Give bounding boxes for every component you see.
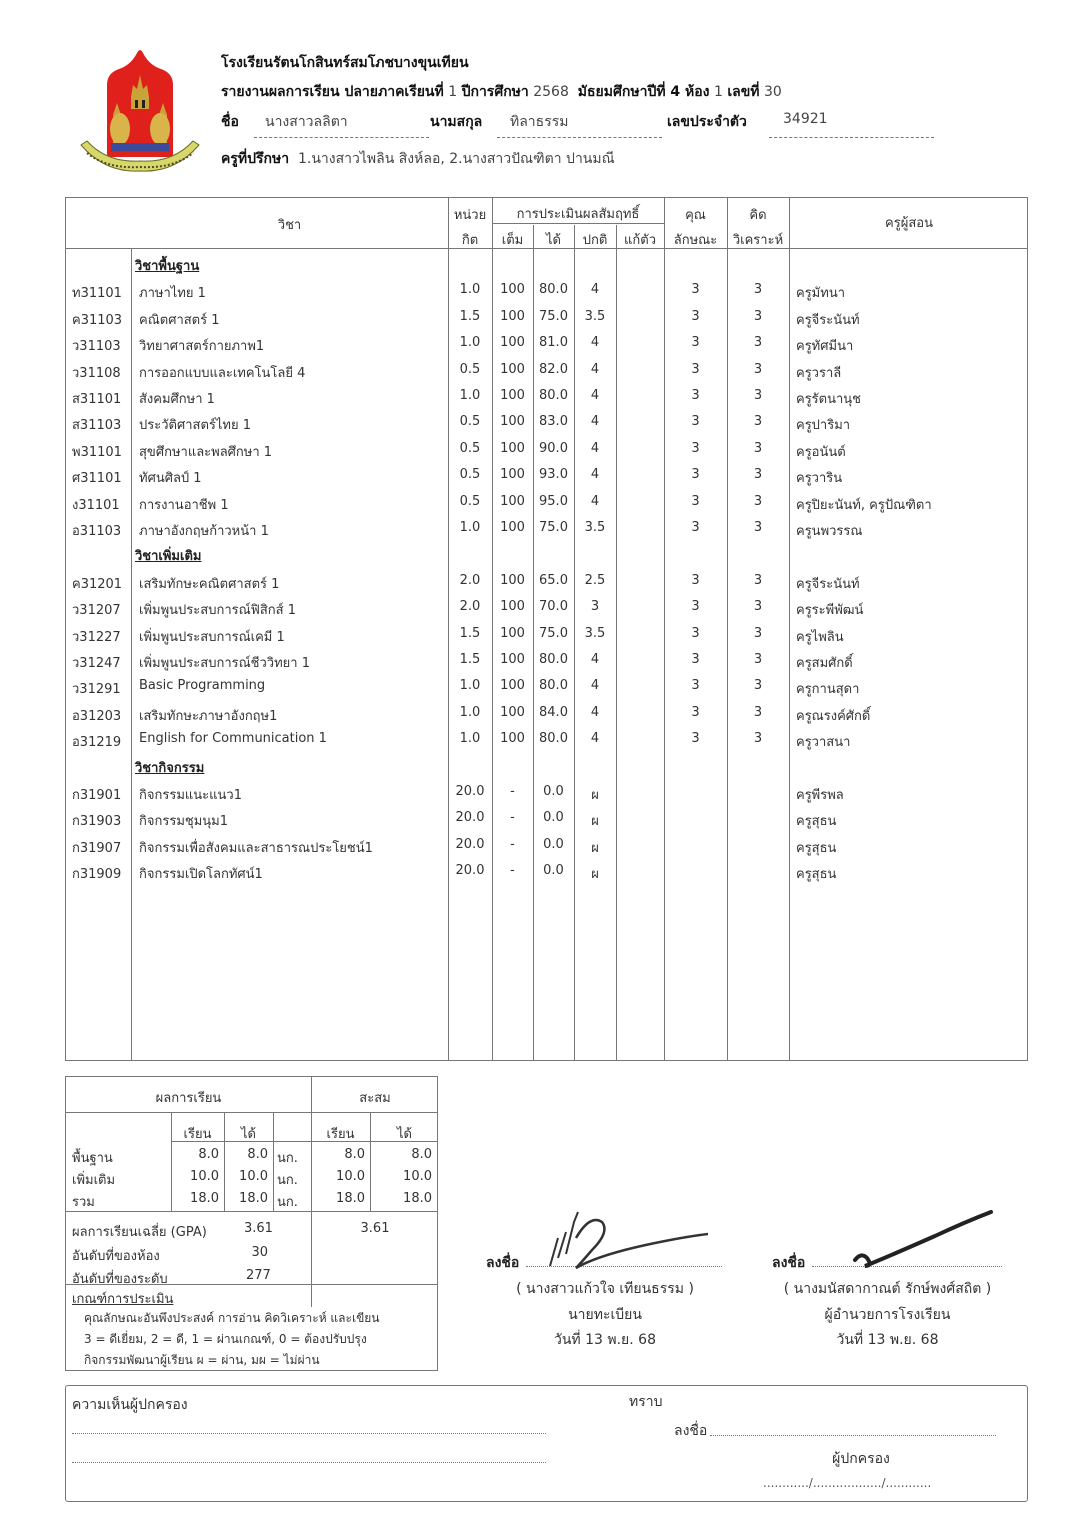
header-subject: วิชา: [277, 218, 302, 233]
subject-name: สังคมศึกษา 1: [139, 392, 215, 407]
cell-full: 100: [500, 678, 525, 694]
cell-credit: 1.0: [459, 335, 481, 351]
student-number: 30: [763, 84, 782, 100]
cell-grade: 4: [590, 361, 600, 377]
subject-name: ภาษาไทย 1: [139, 286, 206, 302]
cell-grade: 4: [590, 335, 600, 351]
cell-grade: ผ: [591, 788, 599, 803]
summary-divider: [273, 1112, 274, 1211]
summary-unit: นก.: [277, 1173, 298, 1188]
header-credit-top: หน่วย: [453, 208, 487, 223]
cell-got: 70.0: [539, 599, 568, 615]
header-got: ได้: [546, 233, 561, 248]
id-underline: [769, 137, 934, 138]
subject-name: เสริมทักษะคณิตศาสตร์ 1: [139, 576, 280, 592]
teacher-name: ครูสมศักดิ์: [796, 656, 853, 671]
cell-think: 3: [753, 440, 763, 456]
subject-code: ศ31101: [72, 471, 122, 487]
header-full: เต็ม: [501, 233, 524, 248]
subject-name: กิจกรรมเพื่อสังคมและสาธารณประโยชน์1: [139, 840, 373, 856]
subject-name: ภาษาอังกฤษก้าวหน้า 1: [139, 524, 269, 539]
cell-got: 93.0: [539, 467, 568, 483]
subject-code: ว31108: [72, 365, 121, 381]
subject-name: English for Communication 1: [139, 731, 327, 747]
cell-grade: 4: [590, 440, 600, 456]
cell-full: 100: [500, 282, 525, 298]
cell-char: 3: [691, 599, 700, 615]
cell-got: 75.0: [539, 520, 568, 535]
criteria-line: กิจกรรมพัฒนาผู้เรียน ผ = ผ่าน, มผ = ไม่ผ่าน: [84, 1353, 320, 1367]
registrar-position: นายทะเบียน: [568, 1307, 642, 1323]
teacher-name: ครูวาสนา: [796, 735, 851, 751]
cell-char: 3: [691, 282, 700, 298]
cell-credit: 1.0: [459, 282, 481, 298]
teacher-name: ครูอนันต์: [796, 444, 846, 460]
summary-earned: 8.0: [247, 1147, 268, 1162]
cell-grade: 3.5: [584, 308, 606, 324]
summary-row-label: รวม: [72, 1195, 95, 1210]
teacher-name: ครูระพีพัฒน์: [796, 603, 864, 619]
summary-enrolled: 8.0: [198, 1147, 219, 1162]
subject-code: ว31227: [72, 629, 121, 645]
cell-credit: 2.0: [459, 572, 481, 588]
cell-full: 100: [500, 599, 525, 615]
subject-name: กิจกรรมชุมนุม1: [139, 814, 229, 830]
parent-sign-line[interactable]: [710, 1435, 996, 1436]
cell-full: 100: [500, 704, 525, 720]
report-title-line: [221, 81, 782, 103]
summary-box: [65, 1076, 438, 1371]
cell-got: 80.0: [539, 731, 568, 747]
cell-grade: 4: [590, 731, 600, 747]
summary-earned: 10.0: [239, 1169, 268, 1184]
subject-code: พ31101: [72, 444, 122, 460]
year-label: ปีการศึกษา: [461, 84, 529, 100]
surname-underline: [497, 137, 662, 138]
cell-think: 3: [753, 625, 763, 641]
teacher-name: ครูจีระนันท์: [796, 312, 860, 328]
criteria-line: 3 = ดีเยี่ยม, 2 = ดี, 1 = ผ่านเกณฑ์, 0 = ต้องปรับปรุง: [84, 1332, 367, 1346]
cell-full: 100: [500, 625, 525, 641]
cell-think: 3: [753, 467, 763, 483]
cell-full: 100: [500, 572, 525, 588]
results-label: ผลการเรียน: [155, 1091, 222, 1106]
school-name: โรงเรียนรัตนโกสินทร์สมโภชบางขุนเทียน: [221, 55, 469, 71]
subject-code: ก31907: [72, 840, 122, 856]
summary-cum-enrolled: 18.0: [336, 1191, 365, 1206]
cell-think: 3: [753, 335, 763, 351]
subject-code: ท31101: [72, 286, 122, 302]
surname-label: นามสกุล: [430, 114, 483, 130]
teacher-name: ครูกานสุดา: [796, 682, 860, 698]
teacher-name: ครูสุธน: [796, 840, 837, 856]
cell-grade: 4: [590, 388, 600, 403]
header-normal: ปกติ: [582, 233, 608, 248]
col-divider: [574, 225, 575, 1060]
summary-earned: 18.0: [239, 1191, 268, 1206]
cell-credit: 1.0: [459, 704, 481, 720]
cell-credit: 20.0: [455, 836, 485, 852]
name-underline: [254, 137, 429, 138]
director-name: ( นางมนัสดากาณต์ รักษ์พงศ์สถิต ): [783, 1281, 992, 1297]
cell-credit: 0.5: [459, 361, 481, 377]
subject-name: Basic Programming: [139, 678, 266, 694]
subject-name: วิทยาศาสตร์กายภาพ1: [139, 339, 265, 355]
cell-got: 75.0: [539, 308, 568, 324]
cell-char: 3: [691, 652, 700, 667]
summary-cum-earned: 10.0: [403, 1169, 432, 1184]
col-divider: [533, 225, 534, 1060]
director-position: ผู้อำนวยการโรงเรียน: [824, 1307, 951, 1323]
summary-line: [66, 1112, 437, 1113]
class-rank-label: อันดับที่ของห้อง: [72, 1249, 160, 1264]
subject-name: การออกแบบและเทคโนโลยี 4: [139, 365, 306, 381]
cell-got: 83.0: [539, 414, 568, 430]
header-assessment: การประเมินผลสัมฤทธิ์: [516, 207, 640, 222]
teacher-name: ครูสุธน: [796, 867, 837, 883]
student-name: นางสาวลลิตา: [265, 114, 348, 130]
cell-credit: 1.0: [459, 388, 481, 403]
cell-char: 3: [691, 308, 700, 324]
summary-cum-earned: 18.0: [403, 1191, 432, 1206]
cell-grade: 3: [590, 599, 600, 615]
cell-got: 0.0: [543, 784, 564, 799]
teacher-name: ครูทัศมีนา: [796, 339, 854, 355]
parent-comment-box: [65, 1385, 1028, 1502]
report-title: รายงานผลการเรียน ปลายภาคเรียนที่: [221, 84, 444, 100]
advisor-label: ครูที่ปรึกษา: [221, 151, 290, 167]
cell-char: 3: [691, 493, 700, 509]
cell-grade: 4: [590, 493, 600, 509]
teacher-name: ครูปิยะนันท์, ครูปัณฑิตา: [796, 497, 932, 513]
subject-name: กิจกรรมเปิดโลกทัศน์1: [139, 867, 263, 883]
cell-grade: ผ: [591, 867, 599, 883]
comment-line[interactable]: [72, 1462, 546, 1463]
subject-code: ว31247: [72, 656, 121, 671]
cell-full: -: [510, 810, 515, 826]
subject-name: เพิ่มพูนประสบการณ์เคมี 1: [139, 629, 285, 645]
cell-credit: 1.5: [459, 652, 481, 667]
cell-credit: 20.0: [455, 810, 485, 826]
cumulative-label: สะสม: [359, 1091, 391, 1106]
room: 1: [713, 84, 723, 100]
cell-credit: 1.0: [459, 731, 481, 747]
teacher-name: ครูมัทนา: [796, 286, 846, 302]
cell-char: 3: [691, 704, 700, 720]
cell-got: 80.0: [539, 282, 568, 298]
cell-full: 100: [500, 361, 525, 377]
level-rank-value: 277: [246, 1268, 271, 1283]
cell-grade: 4: [590, 678, 600, 694]
registrar-name: ( นางสาวแก้วใจ เทียนธรรม ): [516, 1281, 694, 1297]
cell-credit: 1.5: [459, 308, 481, 324]
col-enrolled: เรียน: [183, 1127, 212, 1142]
teacher-name: ครูณรงค์ศักดิ์: [796, 708, 871, 724]
gpa-label: ผลการเรียนเฉลี่ย (GPA): [72, 1225, 207, 1240]
subject-code: ง31101: [72, 497, 120, 513]
cell-grade: ผ: [591, 840, 599, 856]
cell-full: 100: [500, 335, 525, 351]
cum-gpa-value: 3.61: [360, 1221, 390, 1236]
cell-full: -: [510, 836, 515, 852]
cell-grade: 4: [590, 467, 600, 483]
cell-grade: 3.5: [584, 520, 606, 535]
cell-credit: 1.5: [459, 625, 481, 641]
subject-code: ส31103: [72, 418, 122, 434]
cell-credit: 0.5: [459, 467, 481, 483]
cell-think: 3: [753, 731, 763, 747]
subject-name: สุขศึกษาและพลศึกษา 1: [139, 444, 273, 460]
header-retake: แก้ตัว: [624, 233, 656, 248]
col-cum-earned: ได้: [397, 1127, 412, 1142]
subject-code: ว31103: [72, 339, 121, 355]
director-signature: [845, 1208, 995, 1274]
summary-enrolled: 10.0: [190, 1169, 219, 1184]
header-char-top: คุณ: [685, 208, 706, 223]
header-credit-bottom: กิต: [461, 233, 479, 248]
teacher-name: ครูวาริน: [796, 471, 843, 487]
cell-grade: 4: [590, 704, 600, 720]
cell-char: 3: [691, 572, 700, 588]
cell-full: 100: [500, 388, 525, 403]
summary-enrolled: 18.0: [190, 1191, 219, 1206]
student-surname: ทิลาธรรม: [510, 114, 569, 130]
summary-unit: นก.: [277, 1151, 298, 1166]
teacher-name: ครูรัตนานุช: [796, 392, 861, 407]
subject-code: ว31207: [72, 603, 121, 619]
col-divider: [789, 198, 790, 1060]
cell-full: 100: [500, 440, 525, 456]
summary-unit: นก.: [277, 1195, 298, 1210]
school-logo: [75, 45, 205, 175]
teacher-name: ครูปาริมา: [796, 418, 851, 434]
summary-cum-enrolled: 8.0: [344, 1147, 365, 1162]
cell-got: 80.0: [539, 678, 568, 694]
registrar-sign-label: ลงชื่อ: [486, 1255, 520, 1271]
summary-cum-earned: 8.0: [411, 1147, 432, 1162]
cell-credit: 20.0: [455, 863, 485, 879]
cell-char: 3: [691, 467, 700, 483]
cell-got: 75.0: [539, 625, 568, 641]
cell-char: 3: [691, 731, 700, 747]
cell-think: 3: [753, 652, 763, 667]
cell-grade: 3.5: [584, 625, 606, 641]
section-title: วิชาพื้นฐาน: [135, 259, 200, 274]
registrar-signature: [540, 1208, 720, 1274]
subject-name: เพิ่มพูนประสบการณ์ชีววิทยา 1: [139, 656, 310, 671]
cell-grade: ผ: [591, 814, 599, 830]
cell-got: 65.0: [539, 572, 568, 588]
subject-name: กิจกรรมแนะแนว1: [139, 788, 242, 803]
cell-got: 0.0: [543, 863, 564, 879]
cell-grade: 4: [590, 282, 600, 298]
cell-full: 100: [500, 414, 525, 430]
advisors: 1.นางสาวไพลิน สิงห์ลอ, 2.นางสาวปัณฑิตา ปานมณี: [298, 151, 615, 167]
cell-char: 3: [691, 678, 700, 694]
gpa-value: 3.61: [244, 1221, 273, 1236]
cell-full: 100: [500, 467, 525, 483]
cell-think: 3: [753, 520, 763, 535]
cell-think: 3: [753, 414, 763, 430]
subject-name: เพิ่มพูนประสบการณ์ฟิสิกส์ 1: [139, 603, 297, 619]
subject-code: ก31903: [72, 814, 122, 830]
cell-full: 100: [500, 731, 525, 747]
registrar-date: วันที่ 13 พ.ย. 68: [554, 1332, 656, 1348]
advisor-line: [221, 148, 615, 170]
subject-code: ว31291: [72, 682, 121, 698]
subject-code: ก31909: [72, 867, 122, 883]
number-label: เลขที่: [727, 84, 760, 100]
col-cum-enrolled: เรียน: [326, 1127, 355, 1142]
cell-char: 3: [691, 625, 700, 641]
subject-name: เสริมทักษะภาษาอังกฤษ1: [139, 708, 278, 724]
subject-name: ประวัติศาสตร์ไทย 1: [139, 418, 251, 434]
cell-think: 3: [753, 678, 763, 694]
grade-label: มัธยมศึกษาปีที่ 4 ห้อง: [577, 84, 710, 100]
cell-got: 81.0: [539, 335, 568, 351]
cell-credit: 0.5: [459, 493, 481, 509]
criteria-line: คุณลักษณะอันพึงประสงค์ การอ่าน คิดวิเคราะห์ และเขียน: [84, 1311, 380, 1325]
cell-char: 3: [691, 440, 700, 456]
teacher-name: ครูไพลิน: [796, 629, 844, 645]
director-date: วันที่ 13 พ.ย. 68: [836, 1332, 939, 1348]
teacher-name: ครูวราลี: [796, 365, 842, 381]
cell-credit: 1.0: [459, 678, 481, 694]
semester: 1: [448, 84, 458, 100]
cell-think: 3: [753, 361, 763, 377]
summary-row-label: พื้นฐาน: [72, 1151, 113, 1166]
cell-full: 100: [500, 493, 525, 509]
parent-comment-label: ความเห็นผู้ปกครอง: [72, 1397, 188, 1413]
id-label: เลขประจำตัว: [667, 114, 747, 130]
grades-table: [65, 197, 1028, 1061]
cell-got: 90.0: [539, 440, 568, 456]
cell-char: 3: [691, 335, 700, 351]
parent-sign-label: ลงชื่อ: [674, 1423, 708, 1439]
teacher-name: ครูจีระนันท์: [796, 576, 860, 592]
director-sign-label: ลงชื่อ: [772, 1255, 806, 1271]
cell-grade: 4: [590, 652, 600, 667]
subject-code: อ31103: [72, 524, 122, 539]
cell-credit: 1.0: [459, 520, 481, 535]
teacher-name: ครูสุธน: [796, 814, 837, 830]
cell-credit: 0.5: [459, 414, 481, 430]
summary-line: [66, 1211, 437, 1212]
section-title: วิชาเพิ่มเติม: [135, 549, 202, 565]
cell-got: 95.0: [539, 493, 568, 509]
cell-think: 3: [753, 493, 763, 509]
subject-code: ค31103: [72, 312, 123, 328]
cell-credit: 2.0: [459, 599, 481, 615]
cell-char: 3: [691, 388, 700, 403]
subject-code: ค31201: [72, 576, 123, 592]
section-title: วิชากิจกรรม: [135, 760, 205, 776]
subject-code: ก31901: [72, 788, 122, 803]
cell-char: 3: [691, 414, 700, 430]
cell-think: 3: [753, 704, 763, 720]
cell-credit: 0.5: [459, 440, 481, 456]
parent-label: ผู้ปกครอง: [832, 1451, 890, 1467]
header-teacher: ครูผู้สอน: [885, 216, 933, 231]
cell-got: 80.0: [539, 388, 568, 403]
teacher-name: ครูนพวรรณ: [796, 524, 863, 539]
criteria-title: เกณฑ์การประเมิน: [72, 1292, 174, 1307]
summary-cum-enrolled: 10.0: [336, 1169, 365, 1184]
cell-got: 0.0: [543, 810, 564, 826]
student-id: 34921: [783, 111, 828, 127]
cell-char: 3: [691, 520, 700, 535]
cell-got: 84.0: [539, 704, 568, 720]
col-divider: [131, 198, 132, 1060]
cell-think: 3: [753, 308, 763, 324]
header-char-bottom: ลักษณะ: [673, 233, 718, 248]
cell-full: 100: [500, 308, 525, 324]
cell-grade: 4: [590, 414, 600, 430]
cell-full: 100: [500, 652, 525, 667]
cell-think: 3: [753, 282, 763, 298]
header-think-bottom: วิเคราะห์: [732, 233, 784, 248]
comment-line[interactable]: [72, 1433, 546, 1434]
cell-grade: 2.5: [584, 572, 606, 588]
subject-name: คณิตศาสตร์ 1: [139, 312, 220, 328]
subject-code: อ31219: [72, 735, 122, 751]
name-label: ชื่อ: [221, 114, 239, 130]
subject-name: ทัศนศิลป์ 1: [139, 471, 202, 487]
cell-think: 3: [753, 599, 763, 615]
summary-row-label: เพิ่มเติม: [72, 1173, 116, 1188]
col-earned: ได้: [241, 1127, 256, 1142]
cell-think: 3: [753, 388, 763, 403]
cell-got: 80.0: [539, 652, 568, 667]
class-rank-value: 30: [251, 1245, 268, 1260]
col-divider: [616, 225, 617, 1060]
cell-credit: 20.0: [455, 784, 485, 799]
subject-code: อ31203: [72, 708, 122, 724]
cell-think: 3: [753, 572, 763, 588]
cell-full: -: [510, 863, 515, 879]
date-blank[interactable]: ............/................../............: [763, 1476, 932, 1490]
cell-got: 82.0: [539, 361, 568, 377]
cell-got: 0.0: [543, 836, 564, 852]
cell-full: -: [510, 784, 515, 799]
level-rank-label: อันดับที่ของระดับ: [72, 1272, 168, 1287]
subject-name: การงานอาชีพ 1: [139, 497, 229, 513]
year: 2568: [533, 84, 569, 100]
cell-full: 100: [500, 520, 525, 535]
header-think-top: คิด: [749, 208, 767, 223]
subject-code: ส31101: [72, 392, 122, 407]
cell-char: 3: [691, 361, 700, 377]
acknowledge-label: ทราบ: [629, 1394, 663, 1410]
teacher-name: ครูพีรพล: [796, 788, 844, 803]
